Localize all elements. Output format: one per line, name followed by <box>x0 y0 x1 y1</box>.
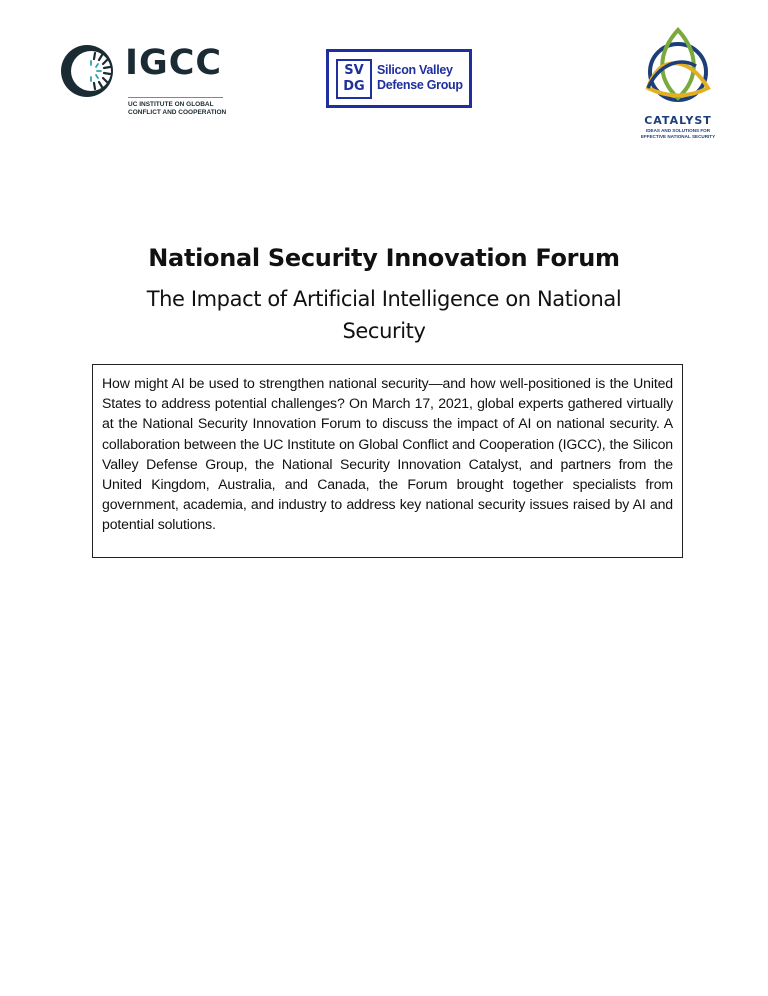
document-subtitle <box>100 283 668 347</box>
igcc-tagline-line1: UC INSTITUTE ON GLOBAL <box>128 101 214 108</box>
catalyst-tagline-line1: IDEAS AND SOLUTIONS FOR <box>645 128 711 133</box>
catalyst-triquetra-icon <box>640 26 716 110</box>
igcc-tagline <box>128 101 268 117</box>
igcc-emblem-icon <box>58 42 116 100</box>
igcc-logo <box>58 40 258 130</box>
svdg-name <box>377 63 463 93</box>
svdg-name-line1: Silicon Valley <box>377 63 453 77</box>
svdg-name-line2: Defense Group <box>377 78 463 92</box>
svdg-mark-bottom: DG <box>343 79 365 94</box>
catalyst-wordmark: CATALYST <box>644 114 712 127</box>
catalyst-logo <box>628 26 728 142</box>
igcc-tagline-line2: CONFLICT AND COOPERATION <box>128 109 227 116</box>
svdg-emblem-icon <box>336 59 372 99</box>
summary-paragraph: How might AI be used to strengthen national security—and how well-positioned is the United States to address potential challenges? On March 17, 2021, global experts gathered virtually at the National Security Innovation Forum to discuss the impact of AI on national security. A collaboration between the UC Institute on Global Conflict and Cooperation (IGCC), the Silicon Valley Defense Group, the National Security Innovation Catalyst, and partners from the United Kingdom, Australia, and Canada, the Forum brought together specialists from government, academia, and industry to address key national security issues raised by AI and potential solutions. <box>102 375 673 533</box>
subtitle-line1: The Impact of Artificial Intelligence on National <box>146 287 622 311</box>
summary-box <box>92 364 683 558</box>
catalyst-tagline-line2: EFFECTIVE NATIONAL SECURITY <box>640 133 716 139</box>
igcc-wordmark: IGCC <box>125 43 223 83</box>
svdg-mark-top: SV <box>344 63 364 78</box>
subtitle-line2: Security <box>342 319 426 343</box>
catalyst-tagline <box>628 128 728 139</box>
document-title: National Security Innovation Forum <box>148 244 620 272</box>
svdg-logo <box>326 49 472 108</box>
igcc-divider <box>128 97 223 98</box>
